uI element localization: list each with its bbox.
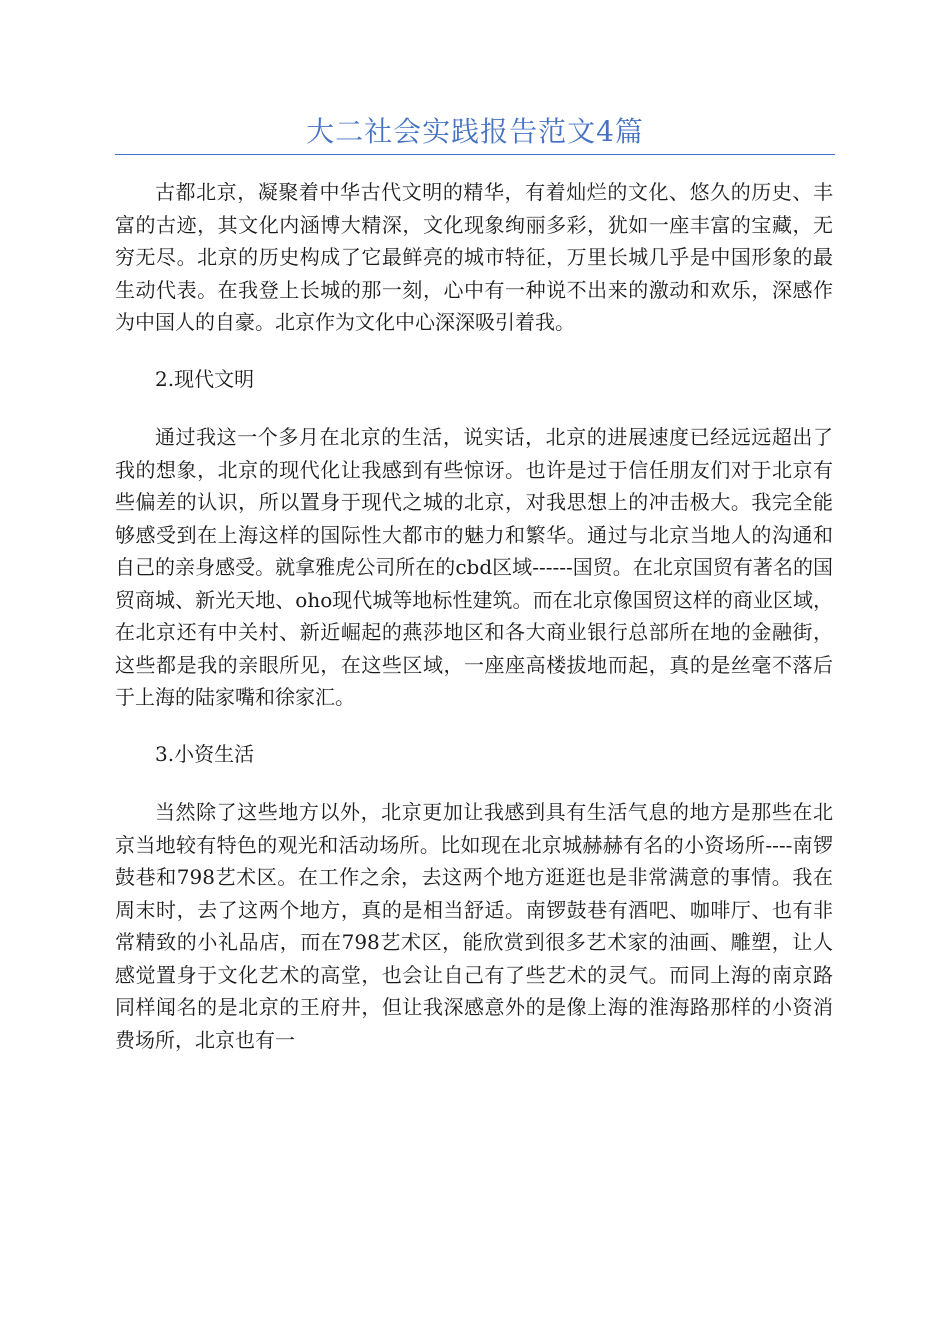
document-body [115,176,833,1080]
section-heading-petty-bourgeois-life: 3.小资生活 [155,741,255,766]
paragraph-modern-civilization: 通过我这一个多月在北京的生活，说实话，北京的进展速度已经远远超出了我的想象，北京的现代化让我感到有些惊讶。也许是过于信任朋友们对于北京有些偏差的认识，所以置身于现代之城的北京，对我思想上的冲击极大。我完全能够感受到在上海这样的国际性大都市的魅力和繁华。通过与北京当地人的沟通和自己的亲身感受。就拿雅虎公司所在的cbd区域------国贸。在北京国贸有著名的国贸商城、新光天地、oho现代城等地标性建筑。而在北京像国贸这样的商业区域，在北京还有中关村、新近崛起的燕莎地区和各大商业银行总部所在地的金融街，这些都是我的亲眼所见，在这些区域，一座座高楼拔地而起，真的是丝毫不落后于上海的陆家嘴和徐家汇。 [115,425,833,709]
paragraph-ancient-beijing: 古都北京，凝聚着中华古代文明的精华，有着灿烂的文化、悠久的历史、丰富的古迹，其文化内涵博大精深，文化现象绚丽多彩，犹如一座丰富的宝藏，无穷无尽。北京的历史构成了它最鲜亮的城市特征，万里长城几乎是中国形象的最生动代表。在我登上长城的那一刻，心中有一种说不出来的激动和欢乐，深感作为中国人的自豪。北京作为文化中心深深吸引着我。 [115,180,833,334]
paragraph-petty-bourgeois-life: 当然除了这些地方以外，北京更加让我感到具有生活气息的地方是那些在北京当地较有特色的观光和活动场所。比如现在北京城赫赫有名的小资场所----南锣鼓巷和798艺术区。在工作之余，去这两个地方逛逛也是非常满意的事情。我在周末时，去了这两个地方，真的是相当舒适。南锣鼓巷有酒吧、咖啡厅、也有非常精致的小礼品店，而在798艺术区，能欣赏到很多艺术家的油画、雕塑，让人感觉置身于文化艺术的高堂，也会让自己有了些艺术的灵气。而同上海的南京路同样闻名的是北京的王府井，但让我深感意外的是像上海的淮海路那样的小资消费场所，北京也有一 [115,800,833,1052]
section-heading-modern-civilization: 2.现代文明 [155,366,255,391]
document-title: 大二社会实践报告范文4篇 [306,115,644,148]
title-underline [115,154,835,155]
